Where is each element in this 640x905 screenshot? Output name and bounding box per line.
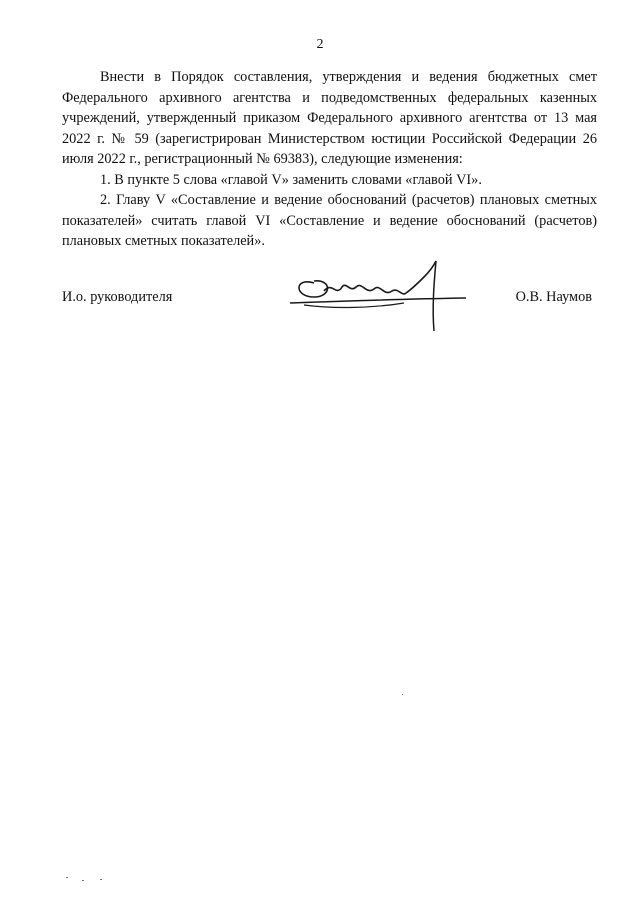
signer-name: О.В. Наумов bbox=[515, 289, 592, 305]
paragraph-intro: Внести в Порядок составления, утверждения и ведения бюджетных смет Федерального архивного агентства и подведомственных федеральных казенных учреждений, утвержденный приказом Федерального архивного агентства от 13 мая 2022 г. № 59 (зарегистрирован Министерством юстиции Российской Федерации 26 июля 2022 г., регистрационный № 69383), следующие изменения: bbox=[62, 69, 597, 167]
scan-speck bbox=[66, 877, 68, 878]
scan-speck bbox=[100, 879, 102, 880]
scan-speck bbox=[82, 880, 84, 881]
paragraph-item-1: 1. В пункте 5 слова «главой V» заменить словами «главой VI». bbox=[100, 171, 482, 188]
signer-position: И.о. руководителя bbox=[62, 289, 173, 305]
handwritten-signature bbox=[284, 253, 474, 335]
page-number: 2 bbox=[316, 37, 324, 52]
scan-speck bbox=[402, 694, 403, 695]
paragraph-item-2: 2. Главу V «Составление и ведение обоснований (расчетов) плановых сметных показателей» считать главой VI «Составление и ведение обоснований (расчетов) плановых сметных показателей». bbox=[62, 192, 597, 249]
document-body bbox=[62, 67, 597, 252]
